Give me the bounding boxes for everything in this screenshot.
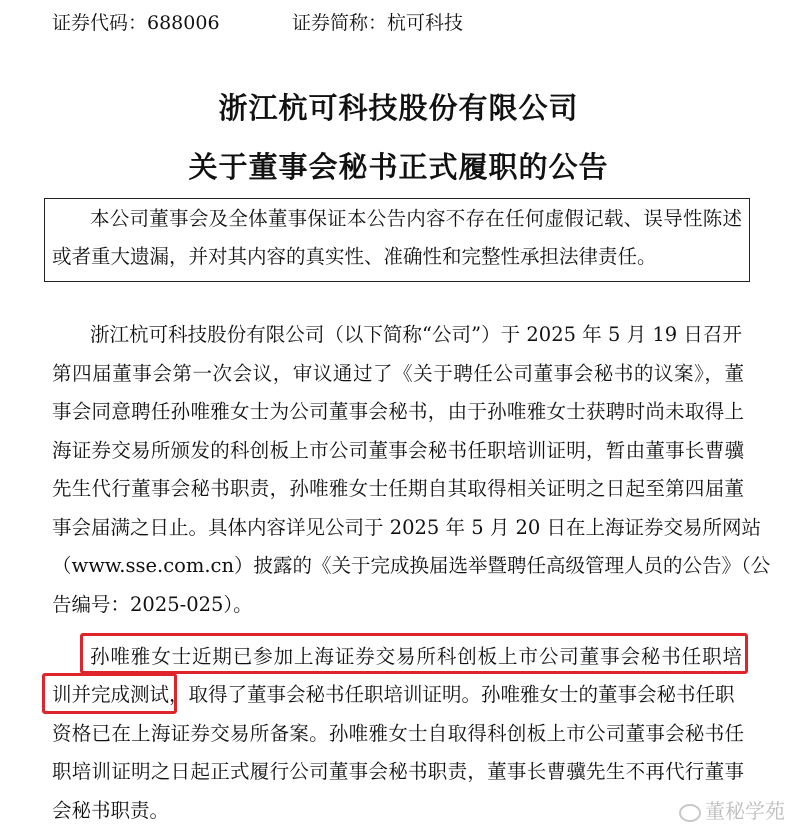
para1-line: 先生代行董事会秘书职责，孙唯雅女士任期自其取得相关证明之日起至第四届董 (52, 477, 744, 500)
statement-line-2: 或者重大遗漏，并对其内容的真实性、准确性和完整性承担法律责任。 (52, 245, 657, 268)
para1-line: 第四届董事会第一次会议，审议通过了《关于聘任公司董事会秘书的议案》，董 (52, 362, 744, 385)
watermark (679, 795, 785, 824)
para2-line: 会秘书职责。 (52, 799, 170, 822)
para2-line-2-rest: ，取得了董事会秘书任职培训证明。孙唯雅女士的董事会秘书任职 (169, 683, 735, 706)
para1-line: 浙江杭可科技股份有限公司（以下简称“公司”）于 2025 年 5 月 19 日召开 (90, 323, 742, 346)
weibo-logo-icon (679, 804, 701, 822)
para1-line: 海证券交易所颁发的科创板上市公司董事会秘书任职培训证明，暂由董事长曹骥 (52, 439, 744, 462)
para2-line: 资格已在上海证券交易所备案。孙唯雅女士自取得科创板上市公司董事会秘书任 (52, 722, 744, 745)
para1-line: 事会同意聘任孙唯雅女士为公司董事会秘书，由于孙唯雅女士获聘时尚未取得上 (52, 400, 744, 423)
para1-line: 告编号：2025-025）。 (52, 593, 253, 616)
para2-line-1: 孙唯雅女士近期已参加上海证券交易所科创板上市公司董事会秘书任职培 (90, 645, 742, 668)
statement-line-1: 本公司董事会及全体董事保证本公告内容不存在任何虚假记载、误导性陈述 (90, 207, 742, 230)
para2-line-2 (52, 681, 744, 709)
stock-code: 证券代码：688006 (52, 12, 220, 34)
stock-short-name: 证券简称：杭可科技 (292, 12, 464, 34)
announcement-title: 关于董事会秘书正式履职的公告 (188, 150, 609, 184)
para2-line: 职培训证明之日起正式履行公司董事会秘书职责，董事长曹骥先生不再代行董事 (52, 760, 744, 783)
highlight-text: 训并完成测试 (52, 683, 170, 706)
watermark-text: 董秘学苑 (705, 799, 785, 823)
para1-line: （www.sse.com.cn）披露的《关于完成换届选举暨聘任高级管理人员的公告》（公 (52, 554, 771, 577)
para1-line: 事会届满之日止。具体内容详见公司于 2025 年 5 月 20 日在上海证券交易所网站 (52, 516, 762, 539)
company-title: 浙江杭可科技股份有限公司 (218, 91, 579, 125)
